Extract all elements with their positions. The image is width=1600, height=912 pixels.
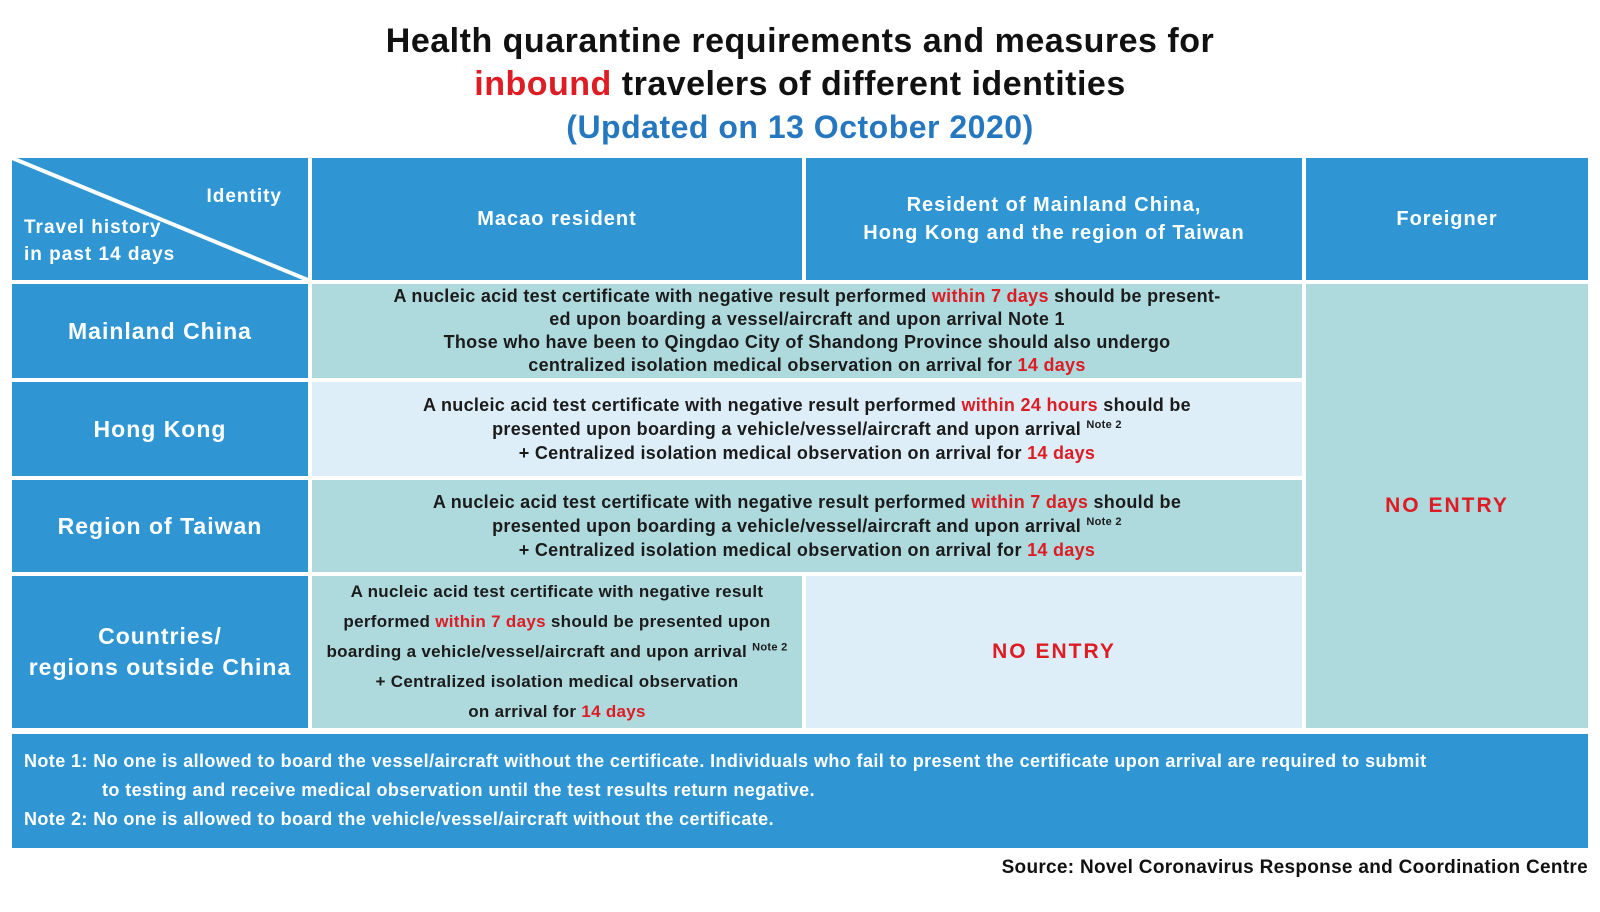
text-line: A nucleic acid test certificate with negative result — [350, 582, 764, 601]
note-line: Note 1: No one is allowed to board the vessel/aircraft without the certificate. Individuals who fail to present the certificate upon arrival are required to submit — [24, 751, 1427, 771]
text-line: A nucleic acid test certificate with negative result performed within 7 days should be — [432, 492, 1182, 512]
text-line: A nucleic acid test certificate with negative result performed within 24 hours should be — [423, 395, 1191, 415]
cell-mainland-china-requirements — [312, 284, 1302, 378]
source-text: Source: Novel Coronavirus Response and Coordination Centre — [1001, 857, 1588, 878]
row-label-mainland-china: Mainland China — [12, 284, 308, 378]
header-resident-line-1: Resident of Mainland China, — [906, 194, 1202, 216]
title-updated-date: (Updated on 13 October 2020) — [566, 109, 1034, 145]
cell-taiwan-requirements — [312, 480, 1302, 572]
page-title — [12, 0, 1588, 149]
title-line-1: Health quarantine requirements and measures for — [385, 22, 1215, 60]
cell-outside-china-macao-requirements — [312, 576, 802, 728]
infographic — [12, 0, 1588, 879]
notes-section — [12, 734, 1588, 848]
note-line: Note 2: No one is allowed to board the vehicle/vessel/aircraft without the certificate. — [24, 809, 774, 829]
text-line: ed upon boarding a vessel/aircraft and upon arrival Note 1 — [549, 309, 1065, 329]
travel-history-axis-label — [24, 214, 175, 268]
header-resident-line-2: Hong Kong and the region of Taiwan — [863, 222, 1245, 244]
cell-hong-kong-requirements — [312, 382, 1302, 476]
outside-china-label-line-2: regions outside China — [28, 654, 292, 680]
text-line: A nucleic acid test certificate with negative result performed within 7 days should be present- — [393, 286, 1221, 306]
travel-history-line-1: Travel history — [24, 217, 162, 238]
text-line: boarding a vehicle/vessel/aircraft and upon arrival $^{Note 2}$ — [326, 641, 788, 661]
text-line: performed within 7 days should be presented upon — [343, 612, 771, 631]
note-line: to testing and receive medical observation until the test results return negative. — [102, 780, 815, 800]
identity-axis-label: Identity — [206, 186, 282, 207]
cell-outside-china-no-entry — [806, 576, 1302, 728]
text-line: on arrival for 14 days — [468, 702, 646, 721]
no-entry-text: NO ENTRY — [992, 640, 1116, 663]
column-header-mainland-hk-taiwan — [806, 158, 1302, 280]
text-line: + Centralized isolation medical observation — [375, 672, 739, 691]
text-line: presented upon boarding a vehicle/vessel/aircraft and upon arrival $^{Note 2}$ — [492, 419, 1122, 439]
text-line: inbound travelers of different identities — [474, 65, 1126, 103]
row-label-hong-kong: Hong Kong — [12, 382, 308, 476]
corner-header-cell — [12, 158, 308, 280]
column-header-macao-resident: Macao resident — [312, 158, 802, 280]
quarantine-table — [12, 158, 1588, 728]
text-line: centralized isolation medical observation on arrival for 14 days — [528, 355, 1086, 375]
cell-foreigner-no-entry — [1306, 284, 1588, 728]
text-line: Those who have been to Qingdao City of Shandong Province should also undergo — [443, 332, 1171, 352]
no-entry-text: NO ENTRY — [1385, 494, 1509, 517]
outside-china-label-line-1: Countries/ — [98, 623, 222, 649]
row-label-countries-outside-china — [12, 576, 308, 728]
text-line: + Centralized isolation medical observation on arrival for 14 days — [518, 443, 1096, 463]
text-line: presented upon boarding a vehicle/vessel/aircraft and upon arrival $^{Note 2}$ — [492, 516, 1122, 536]
travel-history-line-2: in past 14 days — [24, 244, 176, 265]
text-line: + Centralized isolation medical observation on arrival for 14 days — [518, 540, 1096, 560]
title-line-2 — [12, 63, 1588, 106]
row-label-region-of-taiwan: Region of Taiwan — [12, 480, 308, 572]
column-header-foreigner: Foreigner — [1306, 158, 1588, 280]
